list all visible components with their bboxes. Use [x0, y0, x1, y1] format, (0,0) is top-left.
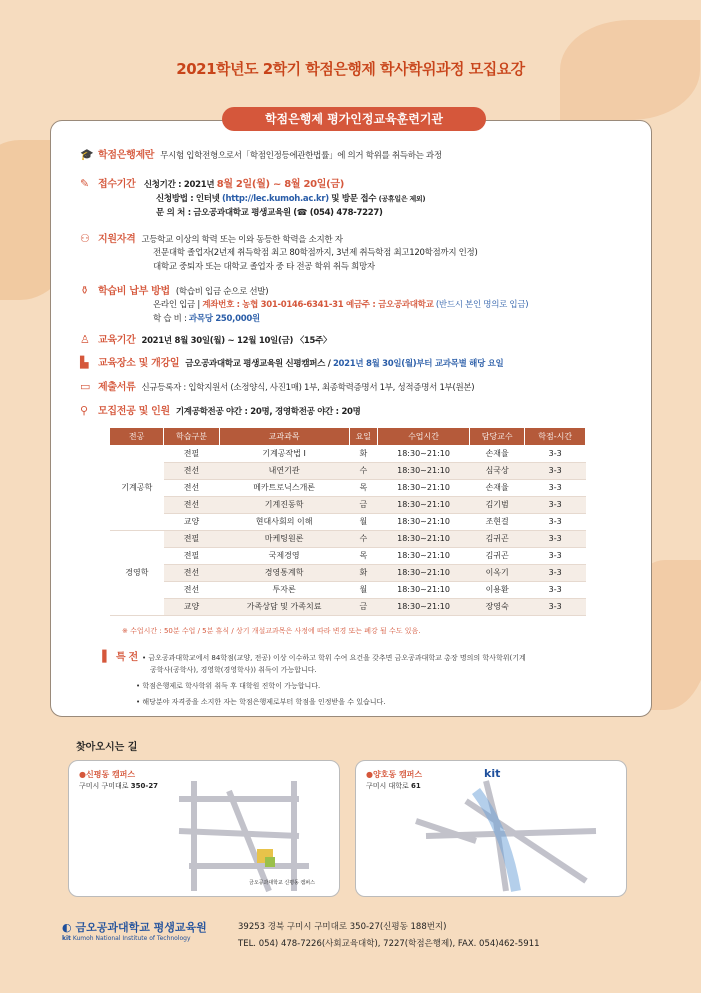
table-cell: 전선 [164, 462, 219, 479]
table-cell: 18:30~21:10 [378, 445, 470, 462]
footer-address: 39253 경북 구미시 구미대로 350-27(신평동 188번지) [238, 922, 447, 932]
table-cell: 3-3 [525, 462, 586, 479]
table-note: ※ 수업시간 : 50분 수업 / 5분 휴식 / 상기 개설교과목은 사정에 따라 변경 또는 폐강 될 수도 있음. [122, 627, 421, 635]
table-cell: 김귀곤 [469, 530, 524, 547]
table-cell: 18:30~21:10 [378, 479, 470, 496]
benefit-item: • 금오공과대학교에서 84학점(교양, 전공) 이상 이수하고 학위 수여 요건을 갖추면 금오공과대학교 총장 명의의 학사학위(기계 [142, 654, 526, 662]
table-cell: 심국상 [469, 462, 524, 479]
map-graphic [69, 761, 340, 897]
document-icon: ▭ [80, 380, 91, 393]
table-cell: 전선 [164, 581, 219, 598]
table-cell: 18:30~21:10 [378, 564, 470, 581]
table-cell: 3-3 [525, 445, 586, 462]
directions-heading: 찾아오시는 길 [76, 742, 138, 753]
table-cell: 3-3 [525, 564, 586, 581]
benefits-row: ▐ 특 전 [98, 650, 138, 663]
table-row [110, 598, 586, 615]
table-cell: 3-3 [525, 547, 586, 564]
campus1-marker: 금오공과대학교 신평동 캠퍼스 [249, 880, 315, 886]
table-cell: 금 [349, 496, 378, 513]
table-cell: 메카트로닉스개론 [219, 479, 349, 496]
qualification-line3: 대학교 중퇴자 또는 대학교 졸업자 중 타 전공 학위 취득 희망자 [153, 262, 375, 272]
table-header: 전공 학습구분 교과과목 요일 수업시간 담당교수 학점-시간 [110, 428, 586, 445]
table-cell: 가족상담 및 가족치료 [219, 598, 349, 615]
table-cell: 전선 [164, 564, 219, 581]
table-cell: 장영숙 [469, 598, 524, 615]
benefit-item: • 학점은행제로 학사학위 취득 후 대학원 진학이 가능합니다. [136, 682, 321, 690]
table-cell: 이용환 [469, 581, 524, 598]
campus2-address: 구미시 대학로 61 [366, 782, 421, 790]
table-row [110, 513, 586, 530]
period-row: ♙ 교육기간 2021년 8월 30일(월) ~ 12월 10일(금) 〈15주〉 [80, 333, 332, 346]
table-cell: 월 [349, 513, 378, 530]
map-campus1[interactable]: ●신평동 캠퍼스 구미시 구미대로 350-27 금오공과대학교 신평동 캠퍼스 [68, 760, 340, 897]
major-cell: 경영학 [110, 530, 164, 615]
table-cell: 손재율 [469, 445, 524, 462]
table-cell: 마케팅원론 [219, 530, 349, 547]
course-table [110, 428, 586, 616]
table-cell: 교양 [164, 598, 219, 615]
piggy-bank-icon: ⚱ [80, 284, 89, 297]
table-cell: 화 [349, 564, 378, 581]
table-cell: 3-3 [525, 513, 586, 530]
table-cell: 김기범 [469, 496, 524, 513]
map-campus2[interactable]: ●양호동 캠퍼스 구미시 대학로 61 kit [355, 760, 627, 897]
table-cell: 현대사회의 이해 [219, 513, 349, 530]
table-cell: 투자론 [219, 581, 349, 598]
table-cell: 3-3 [525, 530, 586, 547]
people-icon: ⚇ [80, 232, 90, 245]
about-row: 🎓 학점은행제란 무시험 입학전형으로서「학점인정등에관한법률」에 의거 학위를 취득하는 과정 [80, 148, 442, 161]
person-icon: ♙ [80, 333, 90, 346]
benefit-item: 공학사(공학사), 경영학(경영학사)) 취득이 가능합니다. [150, 666, 317, 674]
table-row [110, 462, 586, 479]
table-cell: 내연기관 [219, 462, 349, 479]
table-row [110, 581, 586, 598]
table-cell: 기계진동학 [219, 496, 349, 513]
table-cell: 18:30~21:10 [378, 598, 470, 615]
table-row [110, 479, 586, 496]
table-cell: 18:30~21:10 [378, 496, 470, 513]
table-cell: 전필 [164, 530, 219, 547]
campus2-name: 양호동 캠퍼스 [372, 770, 423, 779]
building-icon: ▙ [80, 356, 89, 369]
table-cell: 18:30~21:10 [378, 547, 470, 564]
table-cell: 18:30~21:10 [378, 462, 470, 479]
table-cell: 전선 [164, 479, 219, 496]
table-cell: 기계공작법 I [219, 445, 349, 462]
kit-logo: kit [484, 767, 501, 780]
map-graphic [356, 761, 627, 897]
table-cell: 3-3 [525, 581, 586, 598]
table-cell: 18:30~21:10 [378, 581, 470, 598]
table-row [110, 445, 586, 462]
pen-icon: ✎ [80, 177, 89, 190]
table-cell: 18:30~21:10 [378, 513, 470, 530]
kit-emblem-icon: ◐ [62, 921, 72, 934]
campus1-name: 신평동 캠퍼스 [85, 770, 136, 779]
benefit-item: • 해당분야 자격증을 소지한 자는 학점은행제로부터 학점을 인정받을 수 있습니다. [136, 698, 386, 706]
table-cell: 전필 [164, 445, 219, 462]
table-cell: 경영통계학 [219, 564, 349, 581]
footer-logo: ◐ 금오공과대학교 평생교육원 kit Kumoh National Institute of Technology [62, 921, 207, 942]
table-cell: 김귀곤 [469, 547, 524, 564]
majors-row: ⚲ 모집전공 및 인원 기계공학전공 야간 : 20명, 경영학전공 야간 : 20명 [80, 404, 361, 417]
table-row [110, 496, 586, 513]
page-title: 2021학년도 2학기 학점은행제 학사학위과정 모집요강 [176, 60, 525, 78]
table-cell: 전필 [164, 547, 219, 564]
table-cell: 수 [349, 530, 378, 547]
campus1-address: 구미시 구미대로 350-27 [79, 782, 159, 790]
apply-contact: 문 의 처 : 금오공과대학교 평생교육원 (☎ (054) 478-7227) [156, 208, 383, 218]
table-cell: 3-3 [525, 496, 586, 513]
payment-fee: 학 습 비 : 과목당 250,000원 [153, 314, 260, 324]
footer-tel: TEL. 054) 478-7226(사회교육대학), 7227(학점은행제), FAX. 054)462-5911 [238, 939, 540, 949]
magnifier-icon: ⚲ [80, 404, 88, 417]
table-cell: 목 [349, 479, 378, 496]
graduation-cap-icon: 🎓 [80, 148, 94, 161]
table-row [110, 530, 586, 547]
qualification-line2: 전문대학 졸업자(2년제 취득학점 최고 80학점까지, 3년제 취득학점 최고120학점까지 인정) [153, 248, 478, 258]
apply-row: ✎ 접수기간 신청기간 : 2021년 8월 2일(월) ~ 8월 20일(금) [80, 177, 345, 190]
table-row [110, 564, 586, 581]
card-tab: 학점은행제 평가인정교육훈련기관 [222, 107, 486, 131]
table-cell: 수 [349, 462, 378, 479]
table-cell: 국제경영 [219, 547, 349, 564]
table-cell: 교양 [164, 513, 219, 530]
table-cell: 금 [349, 598, 378, 615]
table-cell: 전선 [164, 496, 219, 513]
major-cell: 기계공학 [110, 445, 164, 530]
table-cell: 목 [349, 547, 378, 564]
table-cell: 조현걸 [469, 513, 524, 530]
table-cell: 손재율 [469, 479, 524, 496]
table-row [110, 547, 586, 564]
table-cell: 18:30~21:10 [378, 530, 470, 547]
apply-method: 신청방법 : 인터넷 (http://lec.kumoh.ac.kr) 및 방문 접수 (공휴일은 제외) [156, 194, 426, 204]
qualification-row: ⚇ 지원자격 고등학교 이상의 학력 또는 이와 동등한 학력을 소지한 자 [80, 232, 343, 245]
table-cell: 월 [349, 581, 378, 598]
place-row: ▙ 교육장소 및 개강일 금오공과대학교 평생교육원 신평캠퍼스 / 2021년 8월 30일(월)부터 교과목별 해당 요일 [80, 356, 504, 369]
table-cell: 이옥기 [469, 564, 524, 581]
table-cell: 화 [349, 445, 378, 462]
pin-icon: ▐ [98, 650, 107, 663]
table-cell: 3-3 [525, 598, 586, 615]
docs-row: ▭ 제출서류 신규등록자 : 입학지원서 (소정양식, 사진1매) 1부, 최종학력증명서 1부, 성적증명서 1부(원본) [80, 380, 475, 393]
payment-account: 온라인 입금 | 계좌번호 : 농협 301-0146-6341-31 예금주 : 금오공과대학교 (반드시 본인 명의로 입금) [153, 300, 529, 310]
payment-row: ⚱ 학습비 납부 방법 (학습비 입금 순으로 선발) [80, 284, 269, 297]
table-cell: 3-3 [525, 479, 586, 496]
